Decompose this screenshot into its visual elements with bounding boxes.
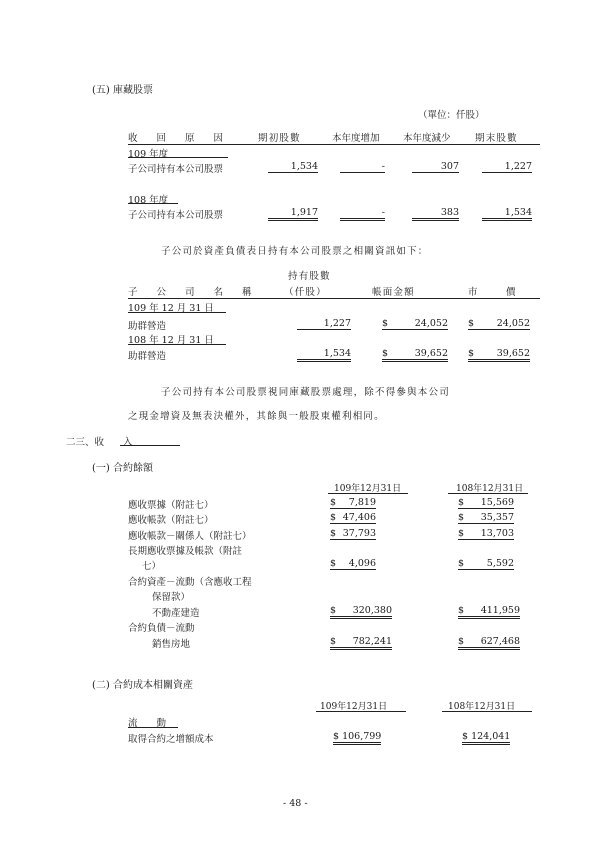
row-label: 子公司持有本公司股票 (128, 210, 224, 221)
col-2019-header: 108年12月31日 (448, 702, 516, 712)
date-label: 109 年 12 月 31 日 (128, 303, 214, 314)
col-opening-header: 期初股數 (258, 133, 301, 144)
increase-value: - (340, 161, 385, 173)
shares-value: 1,534 (297, 348, 351, 362)
detail-header-rule (128, 298, 540, 299)
col-2019-rule (448, 493, 528, 494)
market-amount: $ 24,052 (468, 318, 530, 329)
value-2020: $ 4,096 (330, 558, 376, 569)
group-underline (128, 727, 178, 728)
year-underline (128, 157, 228, 158)
date-label: 108 年 12 月 31 日 (128, 335, 214, 346)
row-label-cont: 保留款） (152, 592, 191, 603)
note-line-2: 之現金增資及無表決權外，其餘與一般股東權利相同。 (128, 411, 385, 422)
col-2019-header: 108年12月31日 (456, 484, 524, 494)
year-label: 109 年度 (128, 149, 169, 160)
value-2019: $ 35,357 (458, 512, 514, 523)
shares-header-bottom: （仟股） (284, 287, 327, 298)
row-label: 應收票據（附註七） (128, 500, 214, 511)
row-label-cont: 七） (142, 561, 162, 572)
intro-text: 子公司於資產負債表日持有本公司股票之相關資訊如下： (161, 246, 429, 257)
col-2020-rule (316, 711, 406, 712)
value-2019: $ 124,041 (462, 731, 510, 745)
market-amount: $ 39,652 (468, 348, 530, 362)
value-2020: $ 7,819 (330, 497, 376, 508)
col-2020-header: 109年12月31日 (320, 702, 388, 712)
opening-value: 1,534 (268, 161, 318, 173)
col-reason-header: 收 回 原 因 (128, 133, 224, 144)
company-label: 助群營造 (128, 351, 167, 362)
decrease-value: 307 (412, 161, 459, 173)
col-2020-header: 109年12月31日 (334, 484, 402, 494)
value-2019: $ 13,703 (458, 528, 514, 539)
row-label: 應收帳款－關係人（附註七） (128, 531, 252, 542)
year-underline (128, 203, 178, 204)
shares-value: 1,227 (297, 318, 351, 330)
year-label: 108 年度 (128, 195, 169, 206)
header-rule (128, 144, 540, 145)
page-number: - 48 - (283, 798, 308, 809)
value-2020: $ 320,380 (330, 605, 392, 619)
market-value-header: 市 價 (468, 287, 516, 298)
closing-value: 1,227 (482, 161, 532, 173)
row-label: 合約資產－流動（含應收工程 (128, 577, 252, 588)
heading-underline (120, 445, 180, 446)
book-value-header: 帳面金額 (372, 287, 415, 298)
row-label: 長期應收票據及帳款（附註 (128, 546, 243, 557)
value-2020: $ 47,406 (330, 512, 376, 523)
shares-header-top: 持有股數 (288, 271, 331, 282)
value-2020: $ 106,799 (333, 731, 381, 745)
section-title: (五) 庫藏股票 (92, 85, 153, 96)
subsection-title: (二) 合約成本相關資產 (92, 680, 193, 691)
note-line-1: 子公司持有本公司股票視同庫藏股票處理，除不得參與本公司 (161, 387, 450, 398)
opening-value: 1,917 (268, 207, 318, 221)
company-name-header: 子 公 司 名 稱 (128, 287, 252, 298)
value-2019: $ 5,592 (458, 558, 514, 569)
value-2020: $ 37,793 (330, 528, 376, 539)
date-underline (128, 344, 226, 345)
row-label: 取得合約之增額成本 (128, 734, 214, 745)
row-label: 子公司持有本公司股票 (128, 164, 224, 175)
value-2019: $ 15,569 (458, 497, 514, 508)
date-underline (128, 312, 226, 313)
book-amount: $ 39,652 (382, 348, 448, 362)
company-label: 助群營造 (128, 321, 167, 332)
value-2019: $ 627,468 (458, 636, 520, 650)
value-2019: $ 411,959 (458, 605, 520, 619)
row-label: 應收帳款（附註七） (128, 515, 214, 526)
col-decrease-header: 本年度減少 (403, 133, 451, 144)
group-label: 流 動 (128, 718, 167, 729)
book-amount: $ 24,052 (382, 318, 448, 329)
col-2019-rule (442, 711, 532, 712)
increase-value: - (340, 207, 385, 221)
subsection-title: (一) 合約餘額 (92, 463, 153, 474)
col-closing-header: 期末股數 (475, 133, 518, 144)
col-increase-header: 本年度增加 (332, 133, 380, 144)
value-2020: $ 782,241 (330, 636, 392, 650)
row-label: 合約負債－流動 (128, 623, 195, 634)
section-heading: 二三、收 入 (66, 437, 133, 448)
row-label: 不動產建造 (152, 608, 200, 619)
decrease-value: 383 (412, 207, 459, 221)
unit-label: （單位：仟股） (418, 110, 485, 121)
closing-value: 1,534 (482, 207, 532, 221)
col-2020-rule (328, 493, 408, 494)
row-label: 銷售房地 (152, 639, 191, 650)
